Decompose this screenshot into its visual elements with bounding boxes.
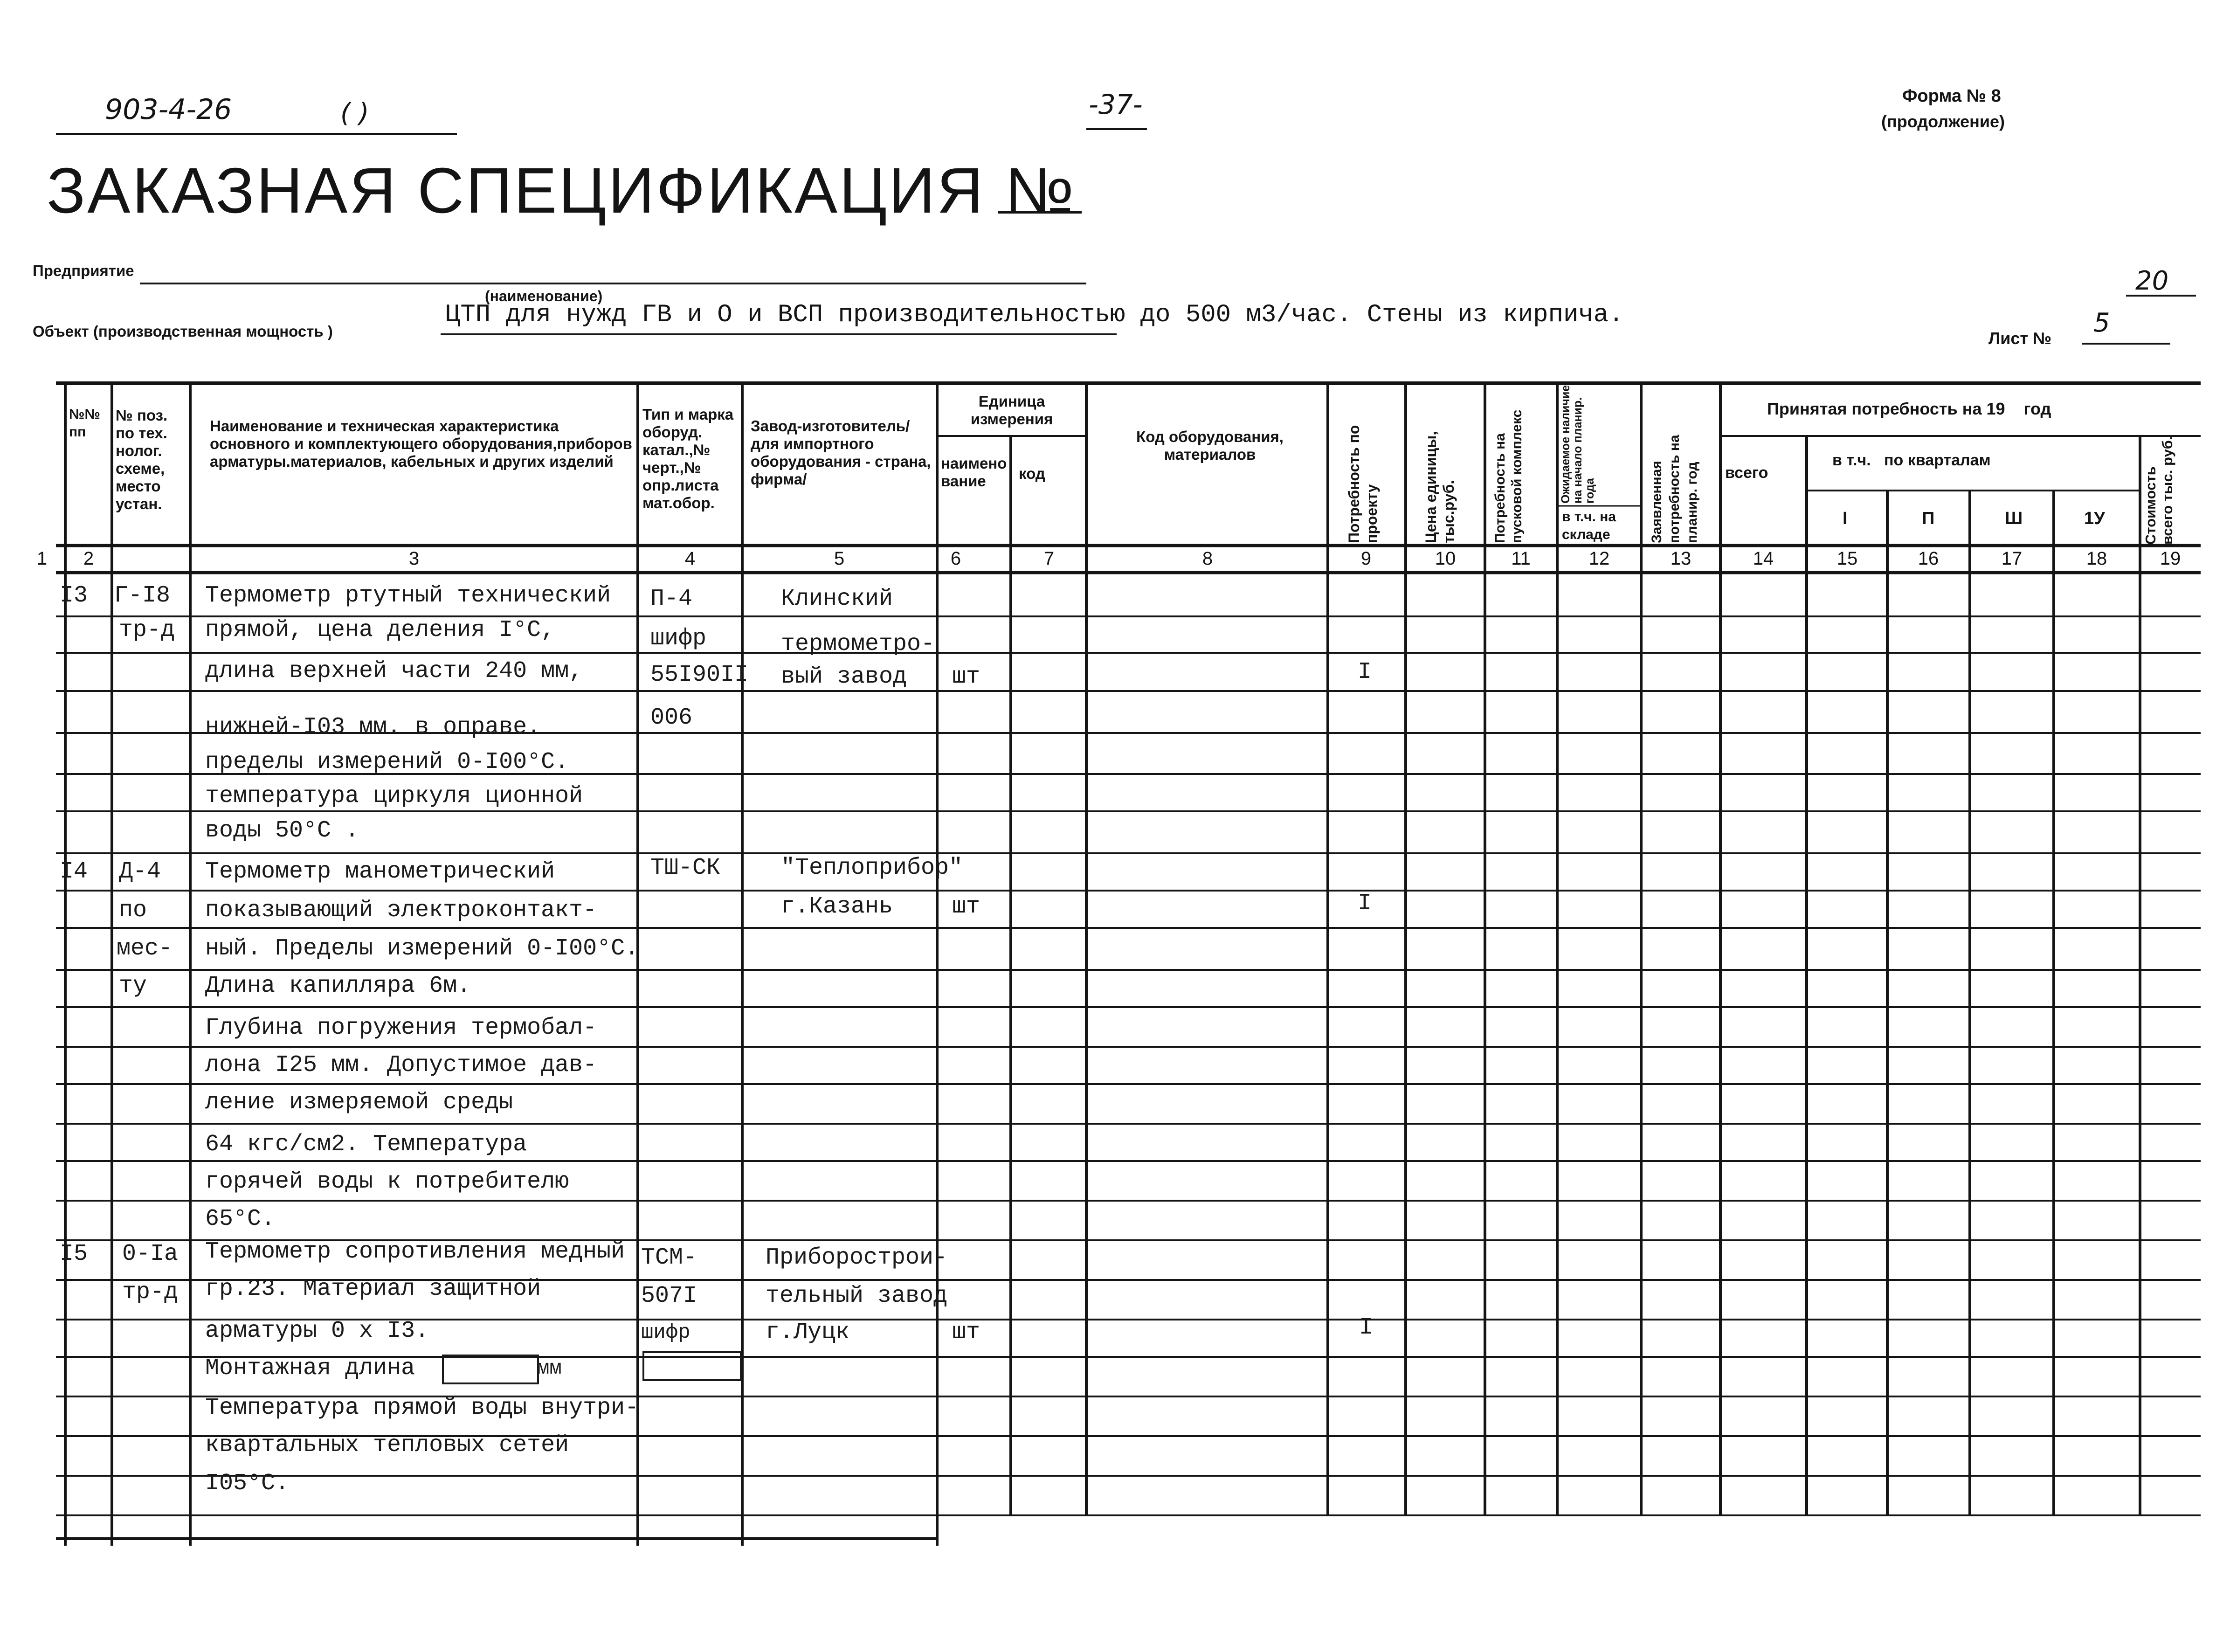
column-number: 9 bbox=[1360, 548, 1372, 569]
column-number: 6 bbox=[950, 548, 961, 569]
item-description-line: лона I25 мм. Допустимое дав- bbox=[205, 1052, 597, 1078]
item-description-line: Монтажная длина bbox=[205, 1355, 415, 1382]
item-description-line: арматуры 0 х I3. bbox=[205, 1318, 429, 1344]
column-number: 1 bbox=[36, 548, 48, 569]
type-code: 55I90II bbox=[650, 662, 749, 688]
item-description-line: Длина капилляра 6м. bbox=[205, 973, 471, 999]
row-number: I5 bbox=[60, 1241, 88, 1267]
column-number: 10 bbox=[1435, 548, 1456, 569]
item-description-line: пределы измерений 0-I00°С. bbox=[205, 749, 569, 775]
document-code: 903-4-26 bbox=[105, 93, 232, 126]
type-code: ТСМ- bbox=[641, 1244, 697, 1271]
type-code-blank bbox=[642, 1351, 742, 1381]
column-number: 4 bbox=[684, 548, 696, 569]
column-number: 8 bbox=[1202, 548, 1213, 569]
header-quarters-group: в т.ч. по кварталам bbox=[1832, 451, 1991, 469]
item-description-line: горячей воды к потребителю bbox=[205, 1168, 569, 1195]
column-number: 12 bbox=[1588, 548, 1610, 569]
header-unit-group: Единица измерения bbox=[970, 393, 1053, 428]
item-description-line: Глубина погружения термобал- bbox=[205, 1015, 597, 1041]
item-description-line: ление измеряемой среды bbox=[205, 1089, 513, 1116]
sheet-label: Лист № bbox=[1988, 329, 2052, 348]
item-description-line: квартальных тепловых сетей bbox=[205, 1432, 569, 1458]
manufacturer-line: "Теплоприбор" bbox=[781, 855, 963, 881]
position-code: 0-Iа bbox=[122, 1241, 179, 1267]
column-number: 13 bbox=[1670, 548, 1691, 569]
item-description-line: показывающий электроконтакт- bbox=[205, 897, 597, 924]
type-code: ТШ-СК bbox=[650, 855, 721, 881]
item-description-line: температура циркуля ционной bbox=[205, 783, 583, 809]
column-number: 5 bbox=[834, 548, 845, 569]
position-code: Г-I8 bbox=[114, 582, 171, 609]
position-code: мес- bbox=[117, 935, 173, 962]
header-col-4: Тип и марка оборуд. катал.,№ черт.,№ опр.листа мат.обор. bbox=[642, 406, 734, 511]
column-number: 19 bbox=[2160, 548, 2181, 569]
header-col-13: Заявленная потребность на планир. год bbox=[1649, 435, 1700, 543]
mounting-length-blank bbox=[442, 1355, 539, 1384]
position-code: тр-д bbox=[122, 1279, 179, 1306]
type-code: шифр bbox=[650, 625, 707, 652]
mounting-length-unit: мм bbox=[537, 1357, 562, 1380]
item-description-line: ный. Пределы измерений 0-I00°С. bbox=[205, 935, 639, 962]
header-col-9: Потребность по проекту bbox=[1346, 425, 1380, 543]
type-code: шифр bbox=[641, 1321, 690, 1344]
header-col-15: I bbox=[1843, 509, 1848, 528]
sheet-number: 5 bbox=[2093, 308, 2110, 338]
header-col-14: всего bbox=[1725, 464, 1768, 482]
manufacturer-line: г.Луцк bbox=[766, 1319, 850, 1346]
item-description-line: нижней-I03 мм. в оправе. bbox=[205, 714, 541, 740]
header-col-16: П bbox=[1922, 509, 1935, 528]
row-number: I3 bbox=[60, 582, 88, 609]
column-number: 18 bbox=[2086, 548, 2107, 569]
item-description-line: воды 50°С . bbox=[205, 817, 359, 844]
column-number: 2 bbox=[83, 548, 94, 569]
item-description-line: 65°С. bbox=[205, 1206, 276, 1232]
manufacturer-line: Клинский bbox=[781, 586, 893, 612]
header-col-7: код bbox=[1019, 465, 1045, 482]
manufacturer-line: термометро- bbox=[781, 631, 935, 657]
type-code: 507I bbox=[641, 1283, 697, 1309]
header-col-18: 1У bbox=[2084, 509, 2105, 528]
object-value: ЦТП для нужд ГВ и О и ВСП производительностью до 500 м3/час. Стены из кирпича. bbox=[445, 301, 1624, 329]
manufacturer-line: Приборострои- bbox=[766, 1244, 948, 1271]
unit-name: шт bbox=[952, 893, 980, 920]
header-col-5: Завод-изготовитель/для импортного оборудования - страна, фирма/ bbox=[751, 417, 931, 488]
item-description-line: I05°С. bbox=[205, 1470, 290, 1497]
position-code: Д-4 bbox=[119, 858, 161, 885]
item-description-line: Термометр ртутный технический bbox=[205, 582, 611, 609]
header-col-10: Цена единицы, тыс.руб. bbox=[1422, 431, 1457, 543]
column-number: 3 bbox=[408, 548, 420, 569]
item-description-line: прямой, цена деления I°С, bbox=[205, 617, 555, 643]
sheet-total: 20 bbox=[2135, 266, 2169, 296]
header-col-3: Наименование и техническая характеристика основного и комплектующего оборудования,приборов арматуры.материалов, кабельных и других изделий bbox=[210, 417, 632, 470]
header-col-8: Код оборудования, материалов bbox=[1136, 428, 1284, 463]
item-description-line: длина верхней части 240 мм, bbox=[205, 658, 583, 684]
header-col-12b: в т.ч. на складе bbox=[1562, 509, 1616, 542]
object-caption: (наименование) bbox=[485, 288, 603, 304]
item-description-line: Температура прямой воды внутри- bbox=[205, 1395, 639, 1421]
header-col-12a: Ожидаемое наличие на начало планир. года bbox=[1559, 385, 1596, 504]
project-quantity: I bbox=[1359, 1314, 1374, 1341]
document-code-parens: ( ) bbox=[340, 98, 369, 128]
position-code: тр-д bbox=[119, 617, 175, 643]
type-code: 006 bbox=[650, 705, 693, 731]
object-label: Объект (производственная мощность ) bbox=[33, 323, 333, 340]
position-code: по bbox=[119, 897, 147, 924]
manufacturer-line: вый завод bbox=[781, 664, 907, 690]
unit-name: шт bbox=[952, 664, 980, 690]
project-quantity: I bbox=[1358, 659, 1372, 685]
column-number: 7 bbox=[1043, 548, 1055, 569]
header-col-17: Ш bbox=[2005, 509, 2023, 528]
type-code: П-4 bbox=[650, 586, 693, 612]
header-col-1: №№ пп bbox=[69, 407, 100, 440]
position-code: ту bbox=[119, 973, 147, 999]
page-number: -37- bbox=[1089, 89, 1143, 120]
header-col-6: наименование bbox=[941, 455, 1007, 490]
project-quantity: I bbox=[1358, 890, 1372, 917]
item-description-line: Термометр сопротивления медный bbox=[205, 1238, 625, 1265]
row-number: I4 bbox=[60, 858, 88, 885]
page-title: ЗАКАЗНАЯ СПЕЦИФИКАЦИЯ № bbox=[47, 155, 1076, 227]
enterprise-label: Предприятие bbox=[33, 262, 134, 279]
header-accepted-group: Принятая потребность на 19 год bbox=[1767, 399, 2051, 418]
unit-name: шт bbox=[952, 1319, 980, 1346]
header-col-2: № поз. по тех. нолог. схеме, место устан. bbox=[116, 407, 168, 512]
header-col-11: Потребность на пусковой комплекс bbox=[1492, 409, 1525, 543]
manufacturer-line: тельный завод bbox=[766, 1283, 948, 1309]
item-description-line: гр.23. Материал защитной bbox=[205, 1276, 541, 1302]
manufacturer-line: г.Казань bbox=[781, 893, 893, 920]
item-description-line: Термометр манометрический bbox=[205, 858, 555, 885]
column-number: 11 bbox=[1511, 548, 1531, 569]
form-label: Форма № 8 bbox=[1902, 86, 2001, 106]
column-number: 16 bbox=[1918, 548, 1939, 569]
column-number: 17 bbox=[2001, 548, 2023, 569]
form-continuation: (продолжение) bbox=[1881, 112, 2005, 131]
column-number: 14 bbox=[1753, 548, 1774, 569]
item-description-line: 64 кгс/см2. Температура bbox=[205, 1131, 527, 1158]
column-number: 15 bbox=[1836, 548, 1858, 569]
header-col-19: Стоимость всего тыс. руб. bbox=[2142, 436, 2175, 545]
